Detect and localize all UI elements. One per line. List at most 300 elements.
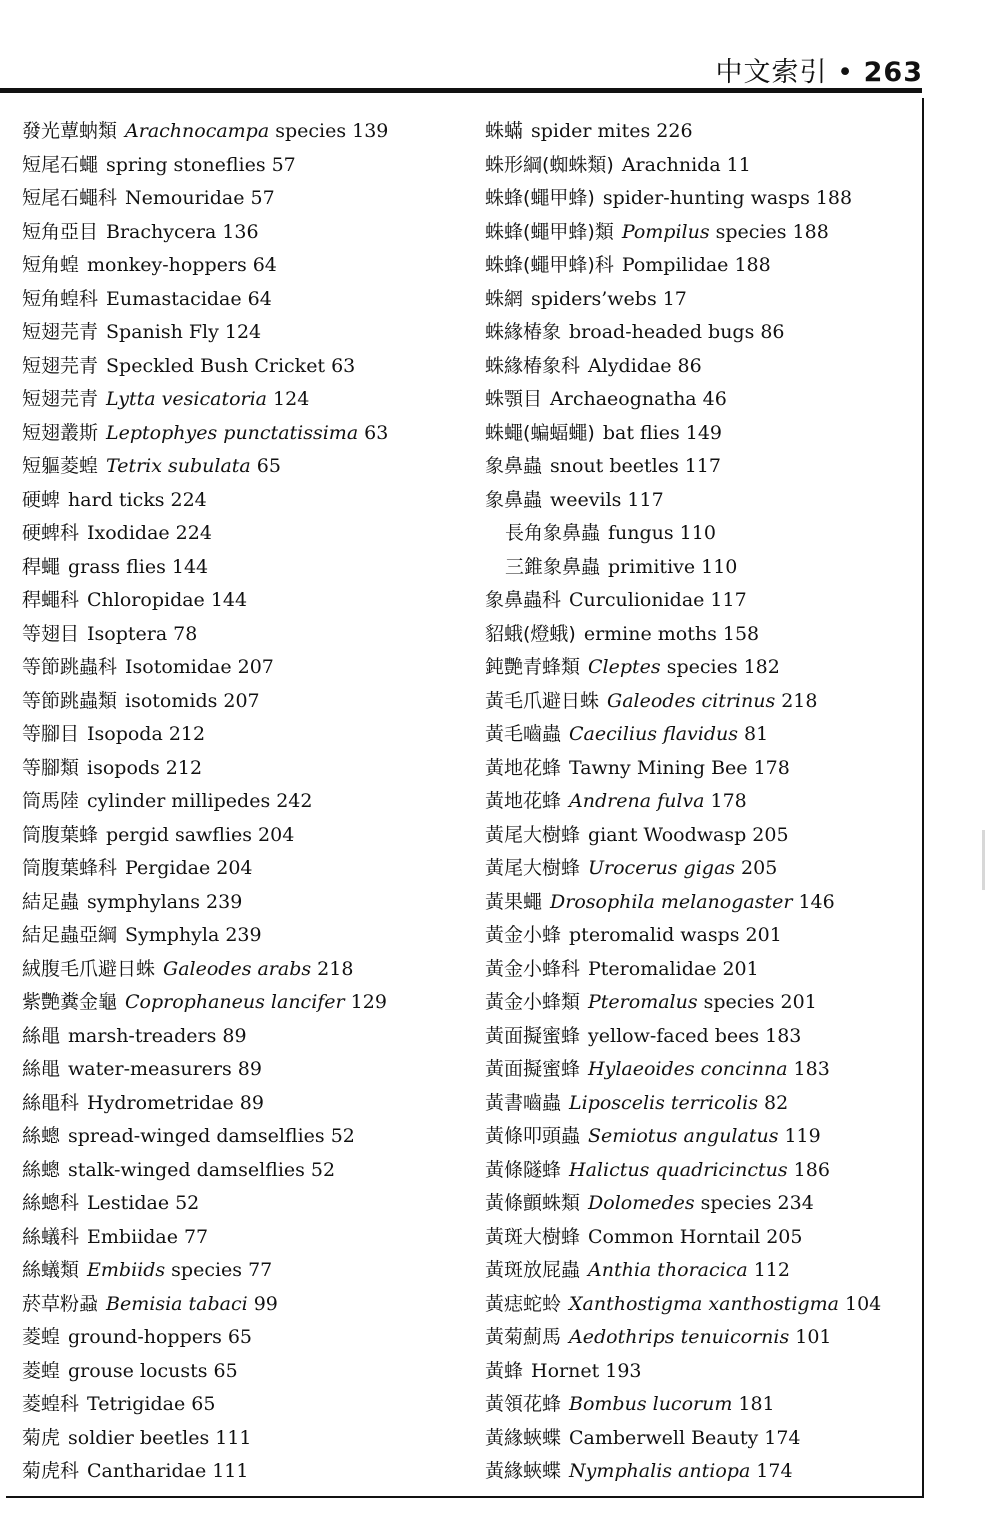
index-page-ref: 124 — [224, 321, 262, 343]
index-term-english: Common Horntail — [588, 1225, 761, 1248]
index-term-chinese: 黃地花蜂 — [485, 756, 562, 779]
index-page-ref: 139 — [352, 120, 389, 142]
index-term-chinese: 絲蟌 — [22, 1125, 61, 1147]
index-entry — [22, 249, 462, 283]
index-page-ref: 205 — [766, 1225, 803, 1248]
index-entry — [485, 1221, 920, 1255]
index-term-chinese: 長角象鼻蟲 — [505, 522, 601, 544]
index-term-english: Semiotus angulatus — [588, 1125, 779, 1147]
index-term-chinese: 黃痣蛇蛉 — [485, 1292, 562, 1315]
index-entry — [22, 517, 462, 551]
index-term-english: Aedothrips tenuicornis — [569, 1326, 790, 1348]
index-term-chinese: 稈蠅科 — [22, 589, 80, 611]
index-term-english: Pompilus — [621, 220, 710, 243]
index-page-ref: 89 — [239, 1091, 264, 1114]
index-term-english: Coprophaneus lancifer — [125, 991, 345, 1013]
index-term-chinese: 黃條叩頭蟲 — [485, 1125, 581, 1147]
index-term-chinese: 稈蠅 — [22, 555, 61, 578]
index-term-english: stalk-winged damselflies — [68, 1158, 305, 1181]
index-page-ref: 89 — [237, 1058, 262, 1080]
index-term-chinese: 黃書嚙蟲 — [485, 1091, 562, 1114]
index-term-english: Drosophila melanogaster — [550, 890, 793, 913]
index-page-ref: 112 — [753, 1259, 790, 1281]
index-entry — [485, 316, 920, 350]
index-entry — [22, 316, 462, 350]
index-term-english: Chloropidae — [87, 589, 205, 611]
index-page-ref: 204 — [216, 857, 253, 879]
index-term-english: water-measurers — [68, 1058, 232, 1080]
index-term-chinese: 蛛蠅(蝙蝠蠅) — [485, 421, 595, 444]
index-entry — [485, 618, 920, 652]
running-header — [716, 50, 924, 89]
index-term-chinese: 黃毛嚙蟲 — [485, 723, 562, 745]
index-page-ref: 46 — [702, 388, 727, 410]
index-term-english: species — [694, 1192, 772, 1214]
index-page-ref: 207 — [237, 656, 274, 678]
index-term-chinese: 蛛蜂(蠅甲蜂)科 — [485, 254, 614, 276]
index-term-english: Dolomedes — [588, 1192, 695, 1214]
index-page-ref: 52 — [310, 1158, 336, 1181]
index-page-ref: 64 — [252, 254, 277, 276]
index-page-ref: 63 — [331, 354, 356, 377]
index-entry — [22, 383, 462, 417]
index-term-chinese: 發光蕈蚋類 — [22, 120, 118, 142]
index-term-chinese: 絲蟌科 — [22, 1192, 80, 1214]
index-page-ref: 117 — [684, 455, 721, 477]
index-entry — [22, 1254, 462, 1288]
index-term-chinese: 黃金小蜂科 — [485, 957, 581, 980]
index-page-ref: 117 — [627, 488, 664, 511]
index-term-chinese: 黃面擬蜜蜂 — [485, 1058, 581, 1080]
index-page-ref: 101 — [795, 1326, 832, 1348]
index-page-ref: 149 — [685, 421, 723, 444]
index-entry — [22, 618, 462, 652]
index-term-english: Lytta vesicatoria — [106, 388, 268, 410]
index-term-chinese: 黃金小蜂類 — [485, 991, 581, 1013]
index-entry — [485, 283, 920, 317]
index-term-chinese: 黃尾大樹蜂 — [485, 823, 581, 846]
index-term-chinese: 黃斑放屁蟲 — [485, 1259, 581, 1281]
index-term-english: Galeodes arabs — [163, 957, 312, 980]
index-entry — [22, 1020, 462, 1054]
index-term-chinese: 黃尾大樹蜂 — [485, 857, 581, 879]
index-page-ref: 82 — [764, 1091, 789, 1114]
index-page-ref: 178 — [710, 790, 747, 812]
index-term-chinese: 蛛緣椿象科 — [485, 354, 581, 377]
index-term-chinese: 黃菊薊馬 — [485, 1326, 562, 1348]
index-term-chinese: 蛛網 — [485, 287, 524, 310]
index-term-english: Speckled Bush Cricket — [106, 354, 326, 377]
index-entry — [485, 1020, 920, 1054]
index-term-chinese: 短尾石蠅科 — [22, 187, 118, 209]
index-entry — [485, 417, 920, 451]
index-entry — [22, 1455, 462, 1489]
index-page-ref: 64 — [247, 287, 272, 310]
index-page-ref: 111 — [215, 1426, 252, 1449]
index-term-chinese: 象鼻蟲科 — [485, 589, 562, 611]
index-page-ref: 218 — [317, 957, 354, 980]
index-entry — [22, 584, 462, 618]
index-page-ref: 89 — [222, 1024, 247, 1047]
index-entry — [22, 1053, 462, 1087]
header-rule — [0, 88, 922, 93]
index-term-chinese: 硬蜱 — [22, 488, 61, 511]
index-entry — [485, 651, 920, 685]
index-page-ref: 188 — [815, 187, 853, 209]
index-entry — [22, 1321, 462, 1355]
index-column-right — [485, 115, 920, 1489]
index-term-english: spider mites — [531, 120, 651, 142]
index-page-ref: 226 — [656, 120, 693, 142]
index-term-english: Nymphalis antiopa — [569, 1460, 751, 1482]
index-entry — [485, 1422, 920, 1456]
index-term-english: Nemouridae — [125, 187, 245, 209]
index-entry — [22, 1221, 462, 1255]
index-term-english: Embiidae — [87, 1225, 178, 1248]
index-page-ref: 193 — [605, 1359, 642, 1382]
index-entry — [485, 584, 920, 618]
index-term-chinese: 絲黽科 — [22, 1091, 80, 1114]
index-page-ref: 104 — [845, 1292, 882, 1315]
index-term-english: Galeodes citrinus — [607, 689, 776, 712]
index-entry — [22, 685, 462, 719]
index-page-ref: 224 — [175, 522, 212, 544]
index-page-ref: 77 — [183, 1225, 209, 1248]
index-term-english: Symphyla — [125, 924, 220, 946]
index-term-english: yellow-faced bees — [588, 1024, 760, 1047]
index-term-english: marsh-treaders — [68, 1024, 217, 1047]
index-term-chinese: 絲蟻科 — [22, 1225, 80, 1248]
index-term-chinese: 等節跳蟲類 — [22, 689, 118, 712]
index-term-chinese: 短翅芫青 — [22, 388, 99, 410]
index-term-chinese: 短尾石蠅 — [22, 153, 99, 176]
index-entry — [485, 450, 920, 484]
index-term-english: Bemisia tabaci — [106, 1292, 248, 1315]
index-entry — [485, 953, 920, 987]
index-entry — [485, 517, 920, 551]
index-page-ref: 124 — [273, 388, 310, 410]
index-page-ref: 65 — [256, 455, 281, 477]
index-term-english: spring stoneflies — [106, 153, 266, 176]
index-entry — [485, 1455, 920, 1489]
index-term-english: Embiids — [87, 1259, 166, 1281]
index-entry — [22, 1388, 462, 1422]
index-term-english: Tawny Mining Bee — [569, 756, 748, 779]
header-bullet: • — [837, 57, 855, 88]
index-term-chinese: 黃蜂 — [485, 1359, 524, 1382]
index-entry — [22, 417, 462, 451]
index-term-english: spread-winged damselflies — [68, 1125, 325, 1147]
index-entry — [22, 718, 462, 752]
index-page-ref: 239 — [225, 924, 262, 946]
index-term-english: species — [165, 1259, 243, 1281]
index-term-chinese: 短角蝗科 — [22, 287, 99, 310]
index-entry — [485, 484, 920, 518]
index-entry — [485, 852, 920, 886]
index-page-ref: 188 — [734, 254, 771, 276]
index-term-chinese: 短角蝗 — [22, 254, 80, 276]
index-entry — [485, 350, 920, 384]
index-term-english: Bombus lucorum — [569, 1393, 733, 1415]
index-term-chinese: 黃果蠅 — [485, 890, 543, 913]
index-term-chinese: 筒腹葉蜂科 — [22, 857, 118, 879]
index-page-ref: 183 — [793, 1058, 830, 1080]
index-term-english: species — [697, 991, 775, 1013]
index-term-chinese: 短軀菱蝗 — [22, 455, 99, 477]
index-term-chinese: 蛛蜂(蠅甲蜂)類 — [485, 220, 614, 243]
index-term-chinese: 蛛顎目 — [485, 388, 543, 410]
index-term-chinese: 黃地花蜂 — [485, 790, 562, 812]
index-term-english: ground-hoppers — [68, 1326, 222, 1348]
index-entry — [485, 752, 920, 786]
index-term-english: Spanish Fly — [106, 321, 219, 343]
index-entry — [22, 182, 462, 216]
index-page-ref: 158 — [722, 622, 760, 645]
index-term-chinese: 蛛緣椿象 — [485, 321, 562, 343]
index-term-english: species — [709, 220, 787, 243]
index-page-ref: 111 — [212, 1460, 249, 1482]
index-entry — [485, 1053, 920, 1087]
index-page-ref: 86 — [677, 354, 702, 377]
index-entry — [22, 1187, 462, 1221]
index-term-english: Curculionidae — [569, 589, 705, 611]
index-term-english: Isotomidae — [125, 656, 232, 678]
index-page-ref: 86 — [760, 321, 785, 343]
index-term-english: weevils — [550, 488, 622, 511]
index-term-english: Tetrix subulata — [106, 455, 251, 477]
index-term-chinese: 黃領花蜂 — [485, 1393, 562, 1415]
index-page-ref: 110 — [679, 522, 716, 544]
index-page-ref: 212 — [165, 756, 203, 779]
index-term-english: broad-headed bugs — [569, 321, 755, 343]
index-term-chinese: 菊虎科 — [22, 1460, 80, 1482]
index-entry — [22, 1087, 462, 1121]
index-term-chinese: 菱蝗 — [22, 1326, 61, 1348]
index-entry — [485, 1288, 920, 1322]
index-entry — [22, 283, 462, 317]
index-term-english: grouse locusts — [68, 1359, 208, 1382]
index-entry — [22, 1154, 462, 1188]
index-page-ref: 234 — [777, 1192, 814, 1214]
index-entry — [485, 383, 920, 417]
index-entry — [22, 1355, 462, 1389]
index-page-ref: 201 — [722, 957, 759, 980]
index-term-chinese: 菱蝗科 — [22, 1393, 80, 1415]
index-term-chinese: 絲蟻類 — [22, 1259, 80, 1281]
header-title: 中文索引 — [715, 57, 828, 88]
index-term-chinese: 貂蛾(燈蛾) — [485, 622, 576, 645]
index-term-english: Pteromalidae — [588, 957, 717, 980]
index-page-ref: 144 — [210, 589, 248, 611]
index-term-chinese: 結足蟲 — [22, 890, 80, 913]
index-page-ref: 183 — [765, 1024, 802, 1047]
index-term-english: spiders’webs — [531, 287, 657, 310]
index-term-chinese: 菊虎 — [22, 1426, 61, 1449]
index-term-chinese: 黃緣蛺蝶 — [485, 1426, 562, 1449]
index-term-english: spider-hunting wasps — [602, 187, 810, 209]
index-term-english: isopods — [87, 756, 160, 779]
index-term-english: Pteromalus — [588, 991, 698, 1013]
index-entry — [485, 1087, 920, 1121]
index-term-chinese: 黃斑大樹蜂 — [485, 1225, 581, 1248]
index-page-ref: 65 — [213, 1359, 238, 1382]
index-page-ref: 119 — [784, 1125, 821, 1147]
index-term-english: Eumastacidae — [106, 287, 242, 310]
index-term-english: Urocerus gigas — [588, 857, 736, 879]
index-entry — [22, 651, 462, 685]
index-page-ref: 201 — [780, 991, 817, 1013]
index-term-english: Xanthostigma xanthostigma — [569, 1292, 839, 1315]
index-term-english: Pergidae — [125, 857, 211, 879]
index-page-ref: 57 — [271, 153, 296, 176]
index-page-ref: 174 — [756, 1460, 793, 1482]
index-term-chinese: 短翅芫青 — [22, 321, 99, 343]
index-term-english: Camberwell Beauty — [569, 1426, 759, 1449]
index-term-english: Tetrigidae — [87, 1393, 186, 1415]
index-term-chinese: 蛛蜂(蠅甲蜂) — [485, 187, 595, 209]
index-term-english: fungus — [608, 522, 674, 544]
index-page-ref: 11 — [726, 153, 751, 176]
index-term-chinese: 絲黽 — [22, 1058, 61, 1080]
index-term-chinese: 絲蟌 — [22, 1158, 61, 1181]
index-page-ref: 181 — [738, 1393, 775, 1415]
index-term-chinese: 短翅叢斯 — [22, 421, 99, 444]
index-term-english: Halictus quadricinctus — [569, 1158, 788, 1181]
index-term-english: cylinder millipedes — [87, 790, 271, 812]
index-term-chinese: 絲黽 — [22, 1024, 61, 1047]
index-term-chinese: 象鼻蟲 — [485, 488, 543, 511]
index-entry — [485, 249, 920, 283]
index-page-ref: 224 — [170, 488, 207, 511]
index-entry — [22, 852, 462, 886]
index-page-ref: 52 — [330, 1125, 355, 1147]
index-term-chinese: 三錐象鼻蟲 — [505, 555, 601, 578]
index-entry — [22, 484, 462, 518]
index-term-chinese: 黃條顫蛛類 — [485, 1192, 581, 1214]
index-term-english: symphylans — [87, 890, 201, 913]
index-term-chinese: 絨腹毛爪避日蛛 — [22, 957, 156, 980]
index-term-chinese: 蛛形綱(蜘蛛類) — [485, 153, 614, 176]
index-entry — [485, 149, 920, 183]
index-entry — [485, 1321, 920, 1355]
index-term-english: Anthia thoracica — [588, 1259, 748, 1281]
index-entry — [485, 785, 920, 819]
index-entry — [22, 350, 462, 384]
index-page-ref: 205 — [752, 823, 789, 846]
index-entry — [22, 1422, 462, 1456]
index-entry — [485, 1355, 920, 1389]
index-term-english: soldier beetles — [68, 1426, 210, 1449]
index-term-english: species — [660, 656, 738, 678]
index-term-chinese: 黃金小蜂 — [485, 924, 562, 946]
index-page-ref: 204 — [258, 823, 295, 846]
index-term-chinese: 菸草粉蝨 — [22, 1292, 99, 1315]
index-term-english: Isoptera — [87, 622, 168, 645]
index-page-ref: 239 — [206, 890, 243, 913]
index-term-english: Hylaeoides concinna — [588, 1058, 788, 1080]
index-entry — [22, 953, 462, 987]
index-term-english: Leptophyes punctatissima — [106, 421, 359, 444]
index-page-ref: 57 — [250, 187, 275, 209]
index-entry — [485, 1154, 920, 1188]
index-column-left — [22, 115, 462, 1489]
index-page-ref: 144 — [171, 555, 209, 578]
index-term-english: Arachnida — [621, 153, 721, 176]
index-term-english: snout beetles — [550, 455, 679, 477]
index-entry — [485, 919, 920, 953]
index-page-ref: 146 — [798, 890, 835, 913]
index-page-ref: 218 — [781, 689, 818, 712]
index-page-ref: 212 — [168, 723, 206, 745]
index-page-ref: 205 — [741, 857, 778, 879]
index-entry — [22, 216, 462, 250]
index-term-english: Alydidae — [588, 354, 672, 377]
index-entry — [485, 986, 920, 1020]
index-entry — [22, 819, 462, 853]
index-page-ref: 17 — [662, 287, 687, 310]
index-term-english: Brachycera — [106, 220, 217, 243]
index-term-chinese: 等腳類 — [22, 756, 80, 779]
index-entry — [485, 685, 920, 719]
index-term-english: isotomids — [125, 689, 218, 712]
index-entry — [22, 149, 462, 183]
index-term-english: Andrena fulva — [569, 790, 705, 812]
index-term-english: primitive — [608, 555, 696, 578]
index-term-english: Arachnocampa — [125, 120, 270, 142]
index-term-chinese: 紫艷糞金龜 — [22, 991, 118, 1013]
index-term-chinese: 硬蜱科 — [22, 522, 80, 544]
index-term-english: pteromalid wasps — [569, 924, 740, 946]
index-term-english: Cleptes — [588, 656, 661, 678]
index-term-english: Hydrometridae — [87, 1091, 234, 1114]
index-entry — [485, 1388, 920, 1422]
index-term-english: monkey-hoppers — [87, 254, 247, 276]
index-page-ref: 63 — [364, 421, 389, 444]
index-term-chinese: 黃緣蛺蝶 — [485, 1460, 562, 1482]
index-term-chinese: 筒腹葉蜂 — [22, 823, 99, 846]
index-entry — [485, 551, 920, 585]
index-term-english: Pompilidae — [621, 254, 729, 276]
index-entry — [22, 450, 462, 484]
index-term-english: Isopoda — [87, 723, 163, 745]
index-page-ref: 65 — [191, 1393, 216, 1415]
index-entry — [485, 182, 920, 216]
index-entry — [485, 115, 920, 149]
index-entry — [22, 551, 462, 585]
index-entry — [485, 718, 920, 752]
index-term-chinese: 等節跳蟲科 — [22, 656, 118, 678]
index-term-chinese: 象鼻蟲 — [485, 455, 543, 477]
index-page-ref: 99 — [253, 1292, 278, 1315]
index-page-ref: 201 — [745, 924, 782, 946]
index-page-ref: 174 — [764, 1426, 801, 1449]
index-term-english: pergid sawflies — [106, 823, 253, 846]
page-number: 263 — [863, 57, 923, 88]
index-term-english: species — [269, 120, 347, 142]
index-term-english: ermine moths — [583, 622, 717, 645]
index-page-ref: 65 — [227, 1326, 253, 1348]
index-entry — [22, 886, 462, 920]
index-entry — [22, 919, 462, 953]
index-term-chinese: 菱蝗 — [22, 1359, 61, 1382]
index-entry — [485, 1254, 920, 1288]
index-page-ref: 81 — [743, 723, 769, 745]
index-page-ref: 207 — [223, 689, 260, 712]
index-term-english: bat flies — [602, 421, 680, 444]
index-entry — [485, 216, 920, 250]
index-term-english: hard ticks — [68, 488, 165, 511]
index-entry — [22, 1120, 462, 1154]
